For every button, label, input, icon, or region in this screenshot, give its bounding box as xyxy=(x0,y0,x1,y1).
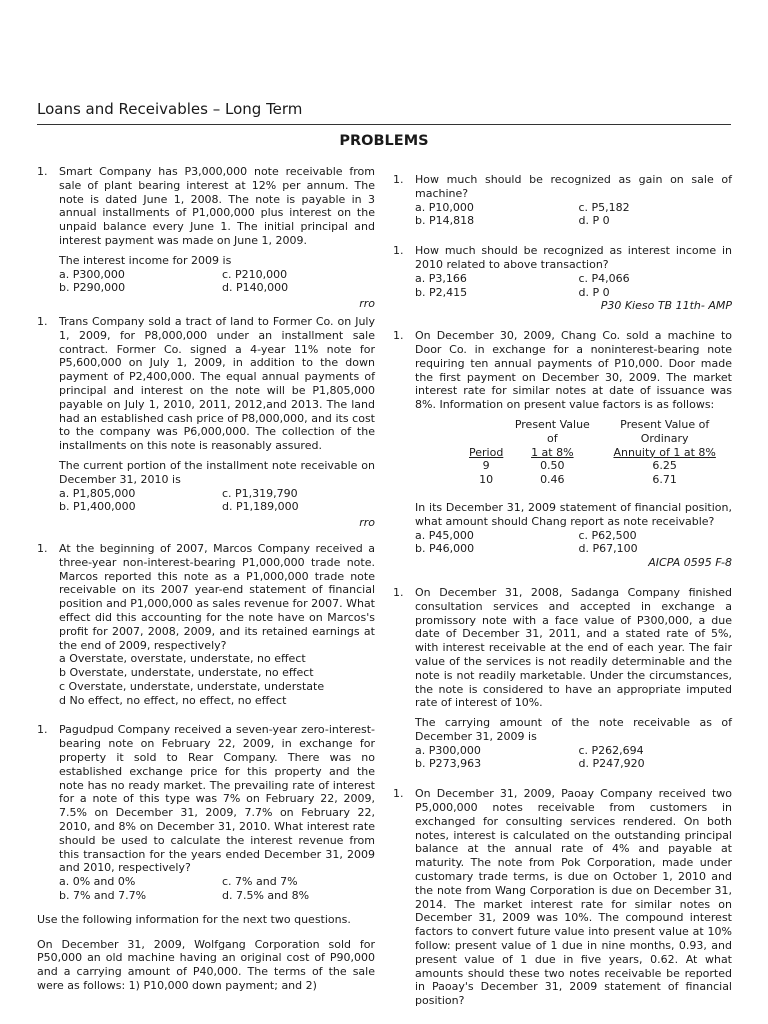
question-smart-company xyxy=(37,165,375,311)
table-header-cell: Present Value of Ordinary xyxy=(620,417,710,445)
option-c: c. P210,000 xyxy=(222,267,288,281)
question-prompt: The carrying amount of the note receivable as of December 31, 2009 is xyxy=(415,716,732,743)
option-b: b. P14,818 xyxy=(415,214,475,228)
question-trans-company xyxy=(37,315,375,530)
option-b: b. 7% and 7.7% xyxy=(59,889,147,903)
option-c: c. 7% and 7% xyxy=(222,875,298,889)
option-c: c. P262,694 xyxy=(578,743,644,757)
running-header: Loans and Receivables – Long Term xyxy=(37,100,303,118)
option-a: a. 0% and 0% xyxy=(59,875,136,889)
option-c: c. P5,182 xyxy=(578,200,630,214)
question-number: 1. xyxy=(37,541,48,555)
question-text: On December 30, 2009, Chang Co. sold a machine to Door Co. in exchange for a noninterest-bearing note requiring ten annual payments of P10,000. Door made the first payment on December 30, 2009. The market interest rate for similar notes at date of issuance was 8%. Information on present value factors is as follows: xyxy=(415,329,732,412)
table-cell: 6.71 xyxy=(652,473,677,487)
option-d: d. P140,000 xyxy=(222,281,289,295)
option-d: d. P 0 xyxy=(578,285,610,299)
answer-options xyxy=(415,272,732,300)
option-a: a. P1,805,000 xyxy=(59,486,136,500)
option-a: a Overstate, overstate, understate, no effect xyxy=(59,652,306,666)
answer-options xyxy=(415,744,732,772)
option-b: b. P1,400,000 xyxy=(59,500,136,514)
left-column xyxy=(37,165,375,1004)
answer-options xyxy=(59,487,375,515)
option-b: b Overstate, understate, understate, no effect xyxy=(59,666,314,680)
question-text: How much should be recognized as gain on sale of machine? xyxy=(415,173,732,200)
option-b: b. P2,415 xyxy=(415,285,468,299)
question-source: rro xyxy=(359,516,375,530)
question-source: P30 Kieso TB 11th- AMP xyxy=(600,299,732,313)
table-row xyxy=(465,473,732,487)
answer-options xyxy=(415,201,732,229)
question-text: On December 31, 2008, Sadanga Company finished consultation services and accepted in exchange a promissory note with a face value of P300,000, a due date of December 31, 2011, and a stated rate of 5%, with interest receivable at the end of each year. The fair value of the services is not readily determinable and the note is not readily marketable. Under the circumstances, the note is considered to have an appropriate imputed rate of interest of 10%. xyxy=(415,585,732,710)
question-gain-on-sale xyxy=(393,173,732,228)
option-d: d. P1,189,000 xyxy=(222,500,299,514)
table-header-cell: Present Value of xyxy=(514,417,590,445)
question-number: 1. xyxy=(393,585,404,599)
question-number: 1. xyxy=(393,244,404,258)
table-cell: 9 xyxy=(482,459,490,473)
table-header-cell: 1 at 8% xyxy=(531,445,574,459)
table-cell: 6.25 xyxy=(652,459,677,473)
question-sadanga-company xyxy=(393,586,732,771)
question-number: 1. xyxy=(37,314,48,328)
answer-options xyxy=(59,652,375,707)
table-cell: 10 xyxy=(479,473,494,487)
question-number: 1. xyxy=(393,173,404,186)
header-rule xyxy=(37,124,731,125)
question-pagudpud-company xyxy=(37,723,375,902)
option-a: a. P3,166 xyxy=(415,271,467,285)
table-row xyxy=(465,459,732,473)
option-d: d. P247,920 xyxy=(578,757,645,771)
question-number: 1. xyxy=(37,165,48,178)
table-cell: 0.46 xyxy=(540,473,565,487)
option-a: a. P45,000 xyxy=(415,528,474,542)
answer-options xyxy=(59,268,375,296)
question-text: At the beginning of 2007, Marcos Company received a three-year non-interest-bearing P1,000,000 trade note. Marcos reported this note as a P1,000,000 trade note receivable on its 2007 year-end statement of financial position and P1,000,000 as sales revenue for 2007. What effect did this accounting for the note have on Marcos's profit for 2007, 2008, 2009, and its retained earnings at the end of 2009, respectively? xyxy=(59,541,375,652)
option-b: b. P46,000 xyxy=(415,542,475,556)
question-text: How much should be recognized as interest income in 2010 related to above transaction? xyxy=(415,244,732,271)
present-value-table xyxy=(465,418,732,487)
option-d: d. 7.5% and 8% xyxy=(222,889,310,903)
question-marcos-company xyxy=(37,542,375,708)
wolfgang-corporation-info: On December 31, 2009, Wolfgang Corporation sold for P50,000 an old machine having an original cost of P90,000 and a carrying amount of P40,000. The terms of the sale were as follows: 1) P10,000 down payment; and 2) xyxy=(37,937,375,993)
table-header-cell xyxy=(465,418,507,446)
question-text: On December 31, 2009, Paoay Company received two P5,000,000 notes receivable from customers in exchanged for consulting services rendered. On both notes, interest is calculated on the outstanding principal balance at the annual rate of 4% and payable at maturity. The note from Pok Corporation, made under customary trade terms, is due on October 1, 2010 and the note from Wang Corporation is due on December 31, 2014. The market interest rate for similar notes on December 31, 2009 was 10%. The compound interest factors to convert future value into present value at 10% follow: present value of 1 due in nine months, 0.93, and present value of 1 due in five years, 0.62. At what amounts should these two notes receivable be reported in Paoay's December 31, 2009 statement of financial position? xyxy=(415,787,732,1008)
table-header-cell: Period xyxy=(469,445,504,459)
option-a: a. P300,000 xyxy=(59,267,125,281)
answer-options xyxy=(59,875,375,903)
page-title: PROBLEMS xyxy=(339,133,429,149)
question-interest-income-2010 xyxy=(393,244,732,313)
option-c: c Overstate, understate, understate, understate xyxy=(59,679,325,693)
question-number: 1. xyxy=(37,723,48,737)
option-c: c. P62,500 xyxy=(578,528,637,542)
table-cell: 0.50 xyxy=(540,459,565,473)
shared-info-intro: Use the following information for the next two questions. xyxy=(37,912,351,926)
answer-options xyxy=(415,529,732,557)
question-number: 1. xyxy=(393,787,404,801)
question-text: Trans Company sold a tract of land to Former Co. on July 1, 2009, for P8,000,000 under an installment sale contract. Former Co. signed a 4-year 11% note for P5,600,000 on July 1, 2009, in addition to the down payment of P2,400,000. The equal annual payments of principal and interest on the note will be P1,805,000 payable on July 1, 2010, 2011, 2012,and 2013. The land had an established cash price of P8,000,000, and its cost to the company was P6,000,000. The collection of the installments on this note is reasonably assured. xyxy=(59,314,375,453)
question-prompt: The interest income for 2009 is xyxy=(59,253,232,267)
question-prompt: The current portion of the installment note receivable on December 31, 2010 is xyxy=(59,458,375,486)
question-source: AICPA 0595 F-8 xyxy=(648,556,732,570)
question-text: Smart Company has P3,000,000 note receivable from sale of plant bearing interest at 12% per annum. The note is dated June 1, 2008. The note is payable in 3 annual installments of P1,000,000 plus interest on the unpaid balance every June 1. The initial principal and interest payment was made on June 1, 2009. xyxy=(59,165,375,247)
option-a: a. P300,000 xyxy=(415,743,481,757)
question-chang-co xyxy=(393,329,732,570)
question-number: 1. xyxy=(393,329,404,343)
option-b: b. P273,963 xyxy=(415,757,482,771)
option-d: d. P 0 xyxy=(578,214,610,228)
option-c: c. P1,319,790 xyxy=(222,486,298,500)
question-source: rro xyxy=(359,297,375,311)
table-header-cell: Annuity of 1 at 8% xyxy=(613,445,716,459)
option-a: a. P10,000 xyxy=(415,200,474,214)
option-d: d No effect, no effect, no effect, no effect xyxy=(59,693,287,707)
right-column xyxy=(393,165,732,1008)
question-paoay-company xyxy=(393,787,732,1008)
option-b: b. P290,000 xyxy=(59,281,126,295)
question-text: Pagudpud Company received a seven-year zero-interest-bearing note on February 22, 2009, in exchange for property it sold to Rear Company. There was no established exchange price for this property and the note has no ready market. The prevailing rate of interest for a note of this type was 7% on February 22, 2009, 7.5% on December 31, 2009, 7.7% on February 22, 2010, and 8% on December 31, 2010. What interest rate should be used to calculate the interest revenue from this transaction for the years ended December 31, 2009 and 2010, respectively? xyxy=(59,723,375,875)
option-c: c. P4,066 xyxy=(578,271,630,285)
option-d: d. P67,100 xyxy=(578,542,638,556)
question-prompt: In its December 31, 2009 statement of financial position, what amount should Chang report as note receivable? xyxy=(415,500,732,528)
